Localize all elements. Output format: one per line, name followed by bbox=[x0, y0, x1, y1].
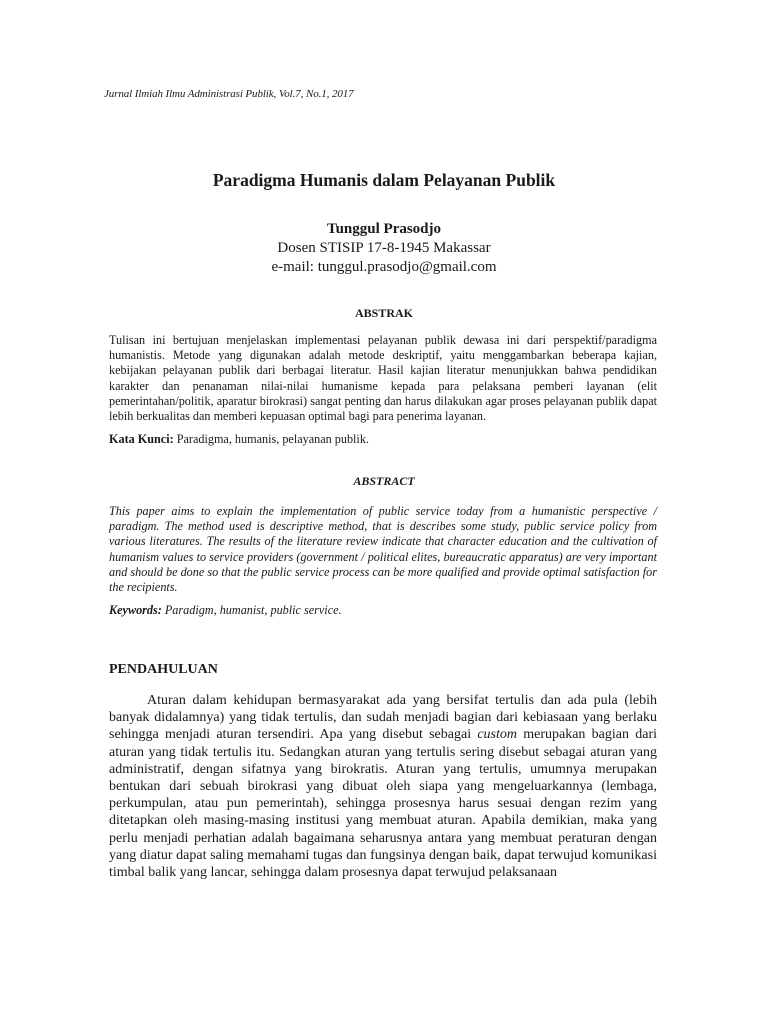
paragraph-italic-term: custom bbox=[477, 727, 517, 743]
keywords-label: Keywords: bbox=[109, 603, 162, 617]
kata-kunci-label: Kata Kunci: bbox=[109, 432, 174, 446]
journal-header: Jurnal Ilmiah Ilmu Administrasi Publik, Vol.7, No.1, 2017 bbox=[104, 88, 354, 100]
abstract-text: This paper aims to explain the implementation of public service today from a humanistic perspective / paradigm. The method used is descriptive method, that is describes some study, public service policy from various literatures. The results of the literature review indicate that character education and the cultivation of humanism values to service providers (government / political elites, bureaucratic apparatus) are very important and should be done so that the public service process can be more qualified and provide optimal satisfaction for the recipients. bbox=[109, 504, 657, 595]
paragraph-text-end: merupakan bagian dari aturan yang tidak tertulis itu. Sedangkan aturan yang tertulis sering disebut sebagai aturan yang administratif, dengan sifatnya yang birokratis. Aturan yang tertulis, umumnya merupakan bentukan dari sebuah birokrasi yang dibuat oleh siapa yang mengeluarkannya (lembaga, perkumpulan, atau pun pemerintah), sehingga prosesnya harus sesuai dengan rezim yang ditetapkan oleh masing-masing institusi yang membuat aturan. Apabila demikian, maka yang perlu menjadi perhatian adalah bagaimana seharusnya antara yang membuat peraturan dengan yang diatur dapat saling memahami tugas dan fungsinya dengan baik, dapat terwujud komunikasi timbal balik yang lancar, sehingga dalam prosesnya dapat terwujud pelaksanaan bbox=[109, 727, 657, 881]
keywords-values: Paradigm, humanist, public service. bbox=[161, 603, 342, 617]
author-name: Tunggul Prasodjo bbox=[326, 221, 442, 237]
abstrak-heading: ABSTRAK bbox=[354, 306, 413, 320]
keywords-line bbox=[109, 603, 657, 618]
author-block bbox=[0, 220, 768, 277]
section-paragraph bbox=[109, 692, 657, 881]
abstract-heading: ABSTRACT bbox=[353, 474, 415, 488]
author-email: e-mail: tunggul.prasodjo@gmail.com bbox=[271, 259, 497, 275]
abstrak-text: Tulisan ini bertujuan menjelaskan implementasi pelayanan publik dewasa ini dari perspektif/paradigma humanistis. Metode yang digunakan adalah metode deskriptif, yaitu menggambarkan beberapa kajian, kebijakan pelayanan publik dari berbagai literatur. Hasil kajian literatur menunjukkan bahwa pendidikan karakter dan penanaman nilai-nilai humanisme kepada para pelaksana pemberi layanan (elit pemerintahan/politik, aparatur birokrasi) sangat penting dan harus dilakukan agar proses pelayanan publik dapat lebih berkualitas dan memberi kepuasan optimal bagi para penerima layanan. bbox=[109, 333, 657, 424]
section-heading: PENDAHULUAN bbox=[109, 662, 218, 677]
kata-kunci-values: Paradigma, humanis, pelayanan publik. bbox=[173, 432, 369, 446]
paper-title: Paradigma Humanis dalam Pelayanan Publik bbox=[212, 170, 556, 190]
paragraph-text-start: Aturan dalam kehidupan bermasyarakat ada yang bersifat tertulis dan ada pula (lebih banyak didalamnya) yang tidak tertulis, dan sudah menjadi bagian dari kebiasaan yang berlaku sehingga menjadi aturan tersendiri. Apa yang disebut sebagai bbox=[109, 693, 657, 743]
kata-kunci-line bbox=[109, 432, 657, 447]
author-affiliation: Dosen STISIP 17-8-1945 Makassar bbox=[277, 240, 491, 256]
